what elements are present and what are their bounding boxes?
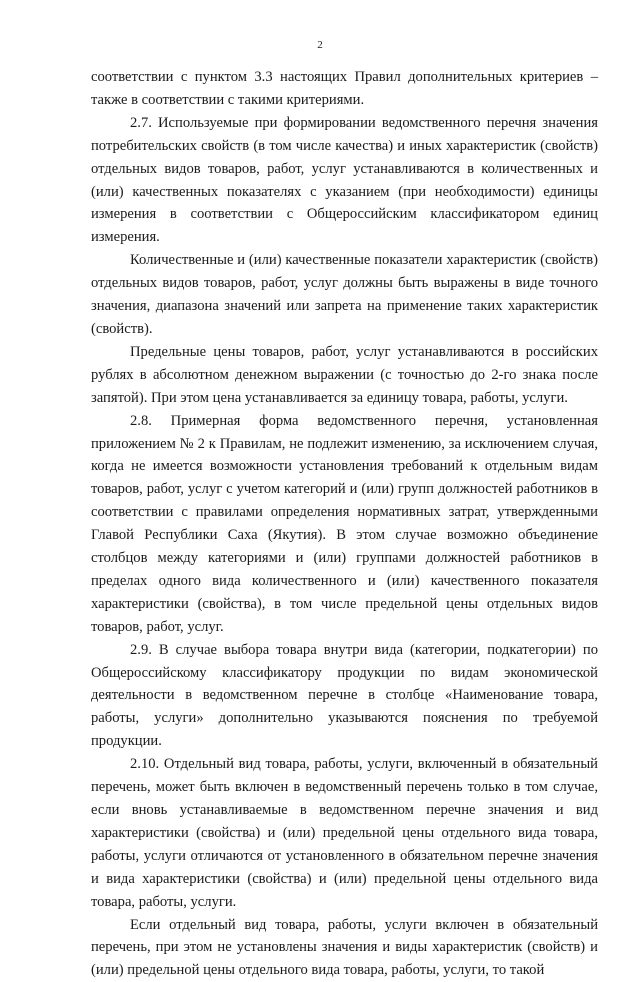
paragraph-2-8: 2.8. Примерная форма ведомственного перечня, установленная приложением № 2 к Правилам, не подлежит изменению, за исключением случая, когда не имеется возможности установления требований к отдельным видам товаров, работ, услуг с учетом категорий и (или) групп должностей работников в соответствии с правилами определения нормативных затрат, утвержденными Главой Республики Саха (Якутия). В этом случае возможно объединение столбцов между категориями и (или) группами должностей работников в пределах одного вида количественного и (или) качественного показателя характеристики (свойства), в том числе предельной цены отдельных видов товаров, работ, услуг. — [91, 412, 598, 635]
paragraph-2-7: 2.7. Используемые при формировании ведомственного перечня значения потребительских свойств (в том числе качества) и иных характеристик (свойств) отдельных видов товаров, работ, услуг устанавливаются в количественных и (или) качественных показателях с указанием (при необходимости) единицы измерения в соответствии с Общероссийским классификатором единиц измерения. — [91, 114, 598, 246]
document-body — [91, 66, 598, 982]
paragraph-indicators: Количественные и (или) качественные показатели характеристик (свойств) отдельных видов товаров, работ, услуг должны быть выражены в виде точного значения, диапазона значений или запрета на применение таких характеристик (свойств). — [91, 252, 598, 337]
paragraph-2-9: 2.9. В случае выбора товара внутри вида (категории, подкатегории) по Общероссийскому классификатору продукции по видам экономической деятельности в ведомственном перечне в столбце «Наименование товара, работы, услуги» дополнительно указываются пояснения по требуемой продукции. — [91, 641, 598, 750]
paragraph-mandatory-list: Если отдельный вид товара, работы, услуги включен в обязательный перечень, при этом не установлены значения и виды характеристик (свойств) и (или) предельной цены отдельного вида товара, работы, услуги, то такой — [91, 916, 598, 979]
paragraph-2-10: 2.10. Отдельный вид товара, работы, услуги, включенный в обязательный перечень, может быть включен в ведомственный перечень только в том случае, если вновь устанавливаемые в ведомственном перечне значения и вид характеристики (свойства) и (или) предельной цены отдельного вида товара, работы, услуги отличаются от установленного в обязательном перечне значения и вида характеристики (свойства) и (или) предельной цены отдельного вида товара, работы, услуги. — [91, 756, 598, 910]
paragraph-price-limits: Предельные цены товаров, работ, услуг устанавливаются в российских рублях в абсолютном денежном выражении (с точностью до 2-го знака после запятой). При этом цена устанавливается за единицу товара, работы, услуги. — [91, 343, 598, 406]
paragraph-continuation: соответствии с пунктом 3.3 настоящих Правил дополнительных критериев – также в соответствии с такими критериями. — [91, 69, 598, 108]
page-number: 2 — [317, 39, 323, 51]
